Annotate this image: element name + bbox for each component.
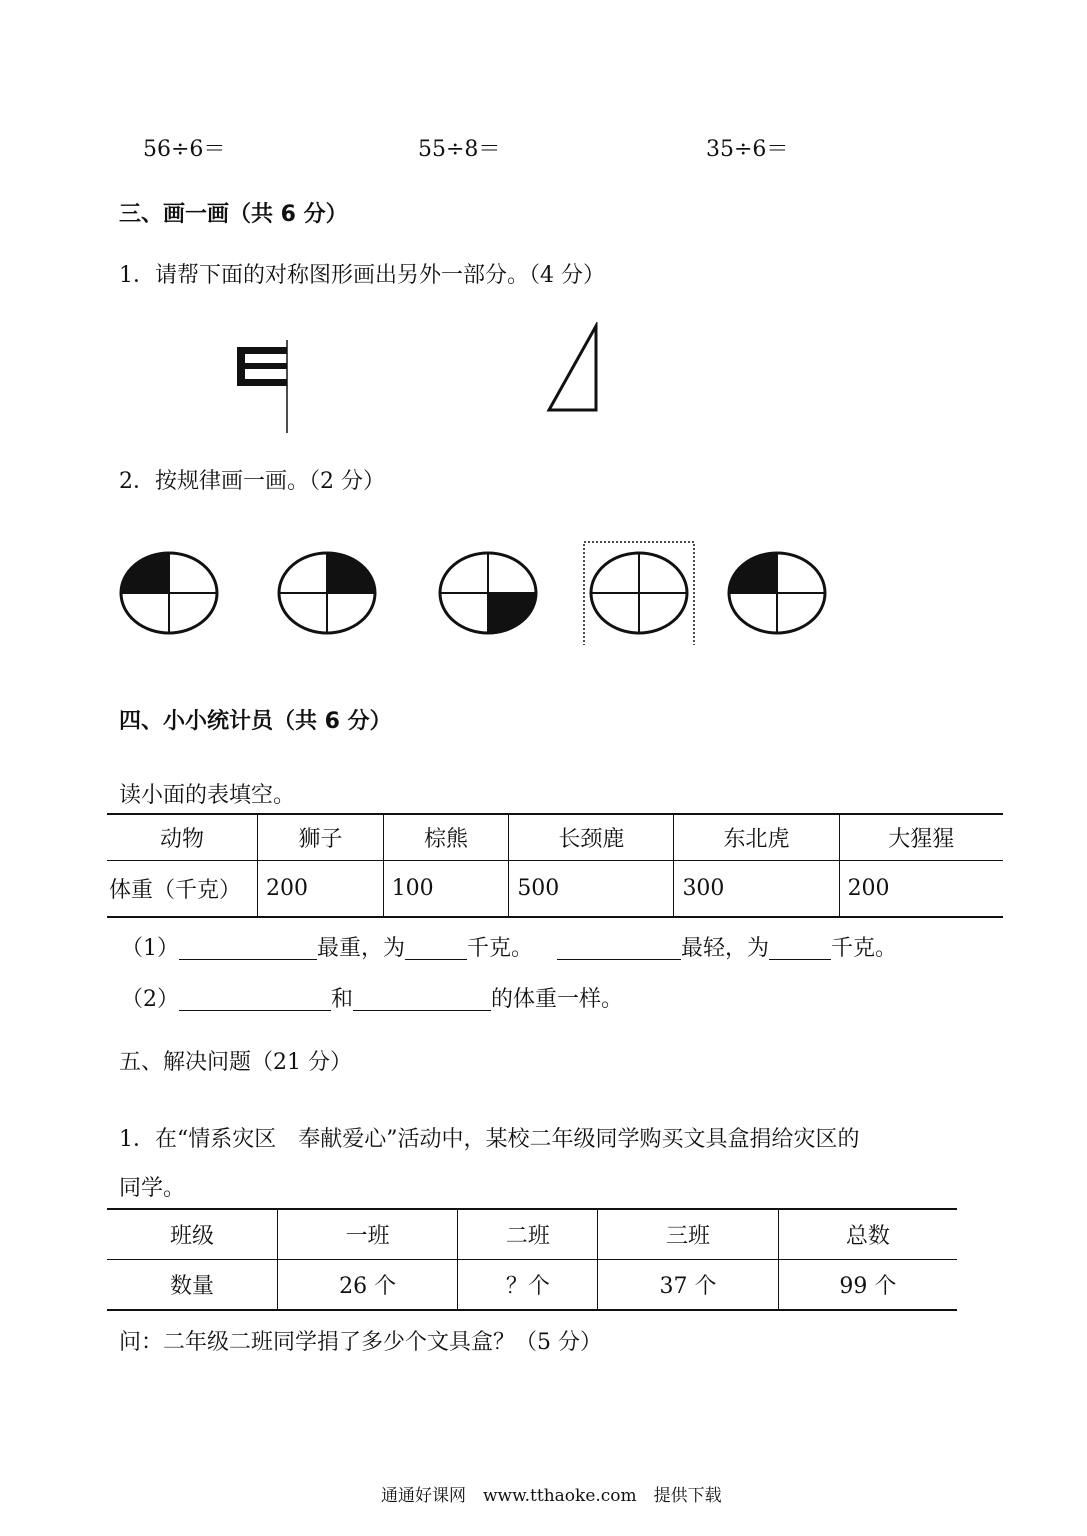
section3-q1: 1．请帮下面的对称图形画出另外一部分。（4 分） — [119, 263, 605, 288]
pattern-circle — [121, 553, 217, 633]
table-header-cell: 狮子 — [258, 814, 384, 861]
question-text: 千克。 — [467, 936, 534, 961]
table-cell: 数量 — [107, 1260, 278, 1311]
table-cell: 200 — [839, 861, 1003, 918]
pattern-circle — [584, 542, 694, 645]
answer-blank[interactable] — [179, 937, 317, 960]
section3-title: 三、画一画（共 6 分） — [119, 202, 348, 227]
section5-title: 五、解决问题（21 分） — [119, 1050, 352, 1075]
table-header-cell: 总数 — [778, 1209, 957, 1260]
question-number: （1） — [121, 936, 179, 961]
table-header-cell: 一班 — [278, 1209, 458, 1260]
question-text: 千克。 — [831, 936, 898, 961]
section4-intro: 读小面的表填空。 — [119, 783, 296, 808]
table-cell: 300 — [674, 861, 839, 918]
table-header-cell: 棕熊 — [383, 814, 509, 861]
pattern-circle — [440, 553, 536, 633]
table-header-cell: 东北虎 — [674, 814, 839, 861]
pattern-circle — [729, 553, 825, 633]
pattern-sequence — [110, 540, 840, 645]
division-problem-1: 56÷6＝ — [143, 137, 226, 162]
table-cell: 200 — [258, 861, 384, 918]
half-triangle-figure — [544, 322, 600, 414]
pattern-circle — [279, 553, 375, 633]
answer-blank[interactable] — [557, 937, 681, 960]
answer-blank[interactable] — [769, 937, 831, 960]
fill-question-1 — [121, 937, 897, 960]
question-number: （2） — [121, 987, 179, 1012]
question-text: 最重，为 — [317, 936, 406, 961]
answer-blank[interactable] — [405, 937, 467, 960]
fill-question-2 — [121, 988, 623, 1011]
table-cell: 500 — [509, 861, 674, 918]
table-header-cell: 班级 — [107, 1209, 278, 1260]
table-cell: 26 个 — [278, 1260, 458, 1311]
section5-question: 问：二年级二班同学捐了多少个文具盒？（5 分） — [119, 1330, 602, 1355]
table-header-cell: 动物 — [107, 814, 258, 861]
section5-q1-line2: 同学。 — [119, 1176, 186, 1201]
table-header-cell: 大猩猩 — [839, 814, 1003, 861]
pencil-box-table — [107, 1208, 957, 1311]
answer-blank[interactable] — [353, 988, 491, 1011]
section3-q2: 2．按规律画一画。（2 分） — [119, 469, 385, 494]
table-cell: 体重（千克） — [107, 861, 258, 918]
half-character-figure — [230, 340, 292, 435]
table-header-cell: 长颈鹿 — [509, 814, 674, 861]
table-cell: 100 — [383, 861, 509, 918]
division-problem-2: 55÷8＝ — [418, 137, 501, 162]
table-cell: ？个 — [458, 1260, 598, 1311]
page-footer: 通通好课网 www.tthaoke.com 提供下载 — [381, 1486, 722, 1506]
section5-q1-line1: 1．在“情系灾区 奉献爱心”活动中，某校二年级同学购买文具盒捐给灾区的 — [119, 1127, 860, 1152]
animal-weight-table — [107, 813, 1003, 918]
table-header-cell: 三班 — [598, 1209, 778, 1260]
table-cell: 99 个 — [778, 1260, 957, 1311]
question-text: 最轻，为 — [681, 936, 770, 961]
division-problem-3: 35÷6＝ — [706, 137, 789, 162]
question-text: 的体重一样。 — [491, 987, 624, 1012]
table-cell: 37 个 — [598, 1260, 778, 1311]
answer-blank[interactable] — [179, 988, 331, 1011]
section4-title: 四、小小统计员（共 6 分） — [119, 709, 392, 734]
question-text: 和 — [331, 987, 354, 1012]
table-header-cell: 二班 — [458, 1209, 598, 1260]
